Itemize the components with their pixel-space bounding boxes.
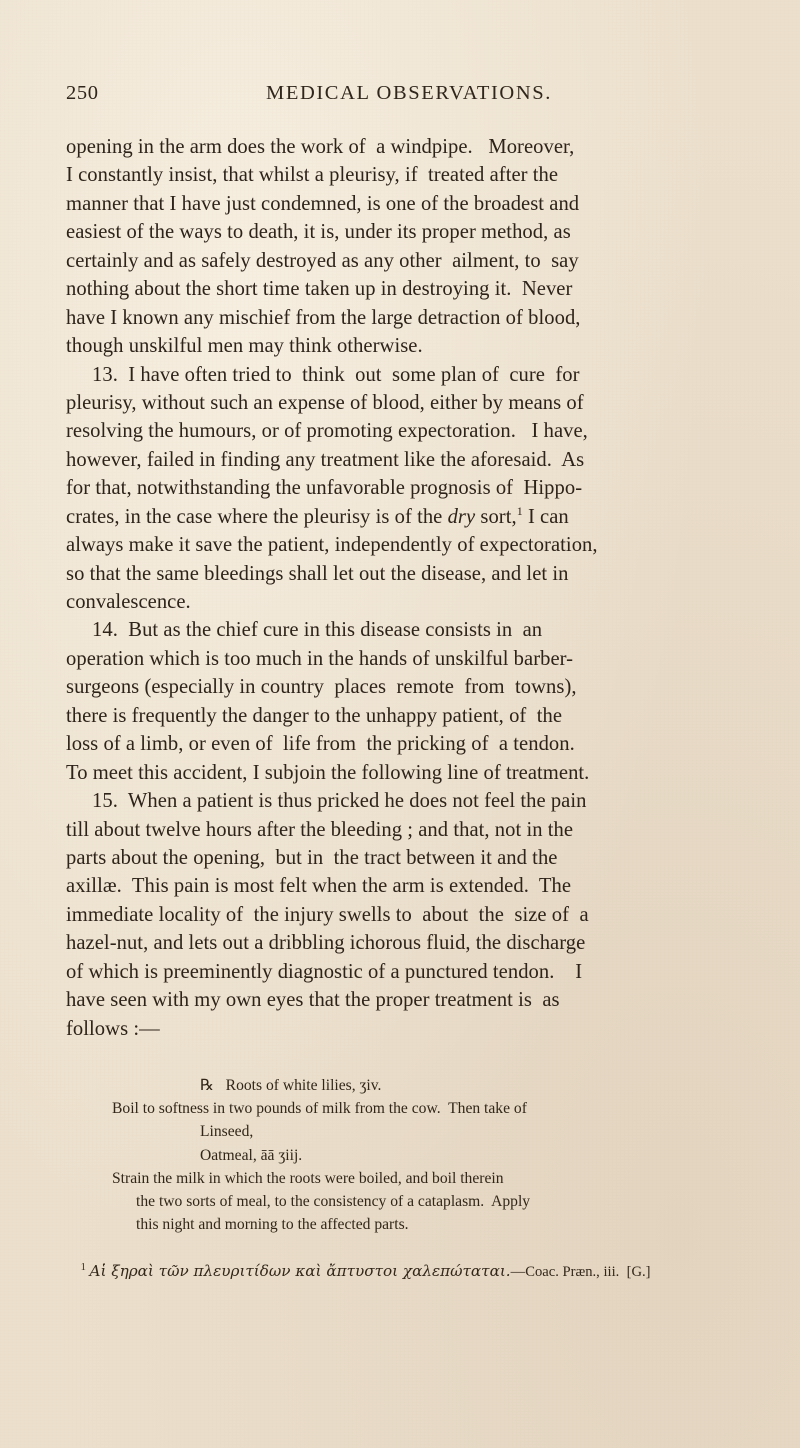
text-line: easiest of the ways to death, it is, under its proper method, as xyxy=(66,221,571,244)
text-line: hazel-nut, and lets out a dribbling ichorous fluid, the discharge xyxy=(66,932,586,955)
prescription-line: ℞ Roots of white lilies, ʒiv. xyxy=(200,1077,382,1094)
running-head xyxy=(66,82,734,108)
prescription-line: Boil to softness in two pounds of milk from the cow. Then take of xyxy=(112,1100,527,1118)
text-line: surgeons (especially in country places remote from towns), xyxy=(66,676,577,699)
footnote xyxy=(66,1243,746,1301)
text-line: resolving the humours, or of promoting expectoration. I have, xyxy=(66,420,588,443)
running-title: MEDICAL OBSERVATIONS. xyxy=(266,82,552,104)
text-line: have I known any mischief from the large detraction of blood, xyxy=(66,306,581,329)
text-line: operation which is too much in the hands of unskilful barber- xyxy=(66,647,574,670)
text-line: axillæ. This pain is most felt when the arm is extended. The xyxy=(66,875,572,898)
text-line: 14. But as the chief cure in this disease consists in an xyxy=(92,619,543,642)
text-line: parts about the opening, but in the tract between it and the xyxy=(66,846,558,869)
text-line: always make it save the patient, independently of expectoration, xyxy=(66,534,598,557)
prescription-line: Linseed, xyxy=(200,1123,254,1141)
prescription-line: Strain the milk in which the roots were boiled, and boil therein xyxy=(112,1169,504,1187)
text-line: for that, notwithstanding the unfavorable prognosis of Hippo- xyxy=(66,477,583,500)
text-line: have seen with my own eyes that the proper treatment is as xyxy=(66,989,560,1012)
text-line: To meet this accident, I subjoin the following line of treatment. xyxy=(66,761,590,784)
text-line: though unskilful men may think otherwise. xyxy=(66,335,423,358)
text-line: 13. I have often tried to think out some plan of cure for xyxy=(92,363,580,386)
emphasis-word: dry xyxy=(447,505,476,528)
text-line: 15. When a patient is thus pricked he does not feel the pain xyxy=(92,790,587,813)
text-line: opening in the arm does the work of a windpipe. Moreover, xyxy=(66,136,575,158)
text-line: pleurisy, without such an expense of blood, either by means of xyxy=(66,391,584,414)
footnote-editor-sigil: [G.] xyxy=(626,1264,651,1280)
text-line: nothing about the short time taken up in destroying it. Never xyxy=(66,278,573,301)
footnote-marker: 1 xyxy=(80,1262,86,1274)
text-line: manner that I have just condemned, is one of the broadest and xyxy=(66,192,580,215)
text-line: however, failed in finding any treatment like the aforesaid. As xyxy=(66,448,585,471)
text-line: till about twelve hours after the bleeding ; and that, not in the xyxy=(66,818,574,841)
prescription-line: Oatmeal, āā ʒiij. xyxy=(200,1146,303,1164)
text-line: convalescence. xyxy=(66,591,191,613)
text-line: follows :— xyxy=(66,1017,160,1040)
text-line: certainly and as safely destroyed as any other ailment, to say xyxy=(66,249,579,272)
footnote-citation: —Coac. Præn., iii. xyxy=(510,1264,620,1280)
footnote-greek-text: Αἱ ξηραὶ τῶν πλευριτίδων καὶ ἄπτυστοι χαλεπώταται. xyxy=(89,1262,511,1280)
text-line: so that the same bleedings shall let out the disease, and let in xyxy=(66,562,569,585)
text-line: crates, in the case where the pleurisy is of the dry sort,$^1$ I can xyxy=(66,503,569,528)
text-line: loss of a limb, or even of life from the pricking of a tendon. xyxy=(66,733,575,756)
footnote-reference[interactable]: 1 xyxy=(516,503,523,518)
page-number: 250 xyxy=(66,82,99,104)
prescription-line: this night and morning to the affected parts. xyxy=(136,1216,409,1234)
text-line: I constantly insist, that whilst a pleurisy, if treated after the xyxy=(66,164,559,187)
text-line: of which is preeminently diagnostic of a punctured tendon. I xyxy=(66,960,583,983)
body-text xyxy=(66,133,736,1043)
text-line: immediate locality of the injury swells to about the size of a xyxy=(66,903,589,926)
text-line: there is frequently the danger to the unhappy patient, of the xyxy=(66,704,563,727)
prescription-line: the two sorts of meal, to the consistency of a cataplasm. Apply xyxy=(136,1192,531,1210)
prescription-block xyxy=(66,1074,736,1236)
